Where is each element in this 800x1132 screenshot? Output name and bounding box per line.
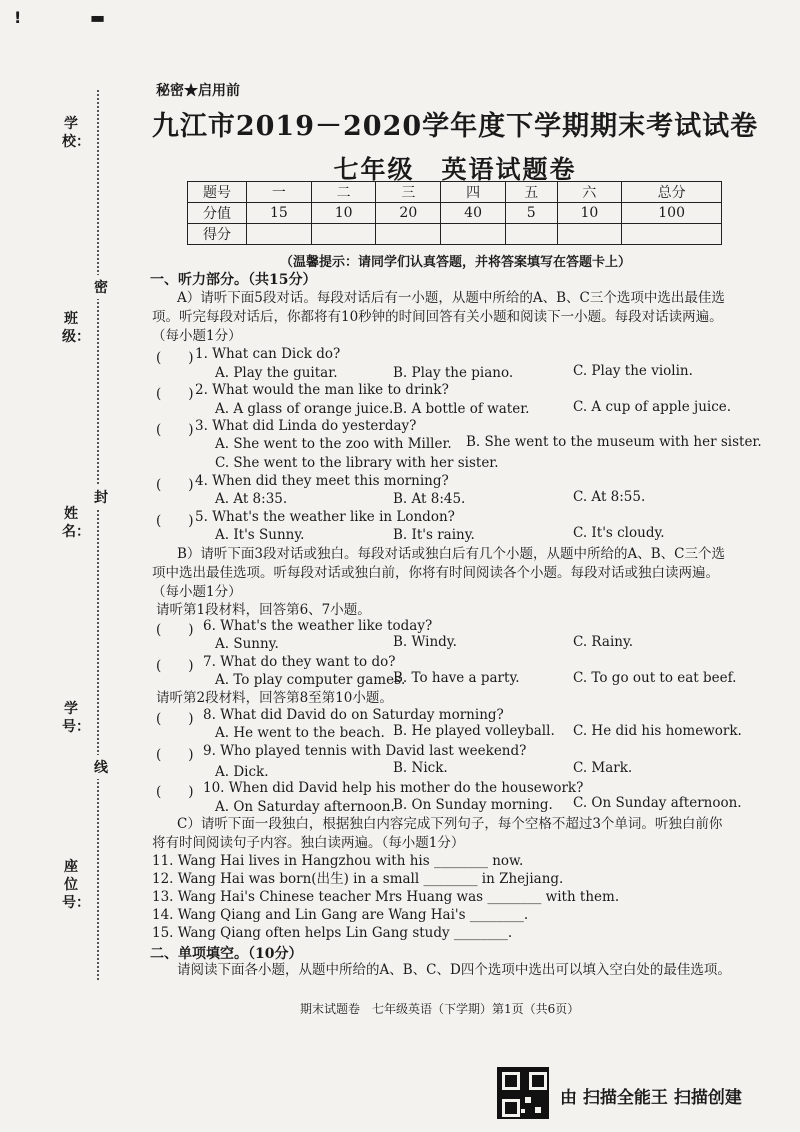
fill-in-question: 15. Wang Qiang often helps Lin Gang study ________. (152, 925, 513, 941)
option-a: A. She went to the zoo with Miller. (215, 436, 452, 452)
seal-char-mi: 密 (94, 275, 108, 299)
option-b: B. On Sunday morning. (393, 797, 553, 813)
option-b: B. A bottle of water. (393, 401, 530, 417)
seal-char-xian: 线 (94, 755, 108, 779)
option-a: A. Dick. (215, 764, 269, 780)
section1-title: 一、听力部分。（共15分） (150, 272, 317, 288)
question-text: 1. What can Dick do? (195, 346, 341, 362)
question-text: 3. What did Linda do yesterday? (195, 418, 417, 434)
class-label: 班级： (62, 311, 90, 345)
points-cell: 100 (622, 203, 722, 224)
option-a: A. He went to the beach. (215, 725, 385, 741)
option-b: B. It's rainy. (393, 527, 475, 543)
question-text: 7. What do they want to do? (203, 654, 396, 670)
question-text: 2. What would the man like to drink? (195, 382, 449, 398)
option-b: B. He played volleyball. (393, 723, 555, 739)
score-cell (376, 224, 441, 245)
student-id-label: 学号： (62, 701, 90, 735)
option-c: C. Play the violin. (573, 363, 693, 379)
row-label-score: 得分 (188, 224, 247, 245)
table-row (188, 182, 722, 203)
header-cell: 五 (505, 182, 557, 203)
option-a: A. It's Sunny. (215, 527, 305, 543)
corner-mark: ! (14, 8, 22, 27)
question-text: 5. What's the weather like in London? (195, 509, 455, 525)
points-cell: 15 (247, 203, 312, 224)
question-text: 6. What's the weather like today? (203, 618, 433, 634)
option-a: A. To play computer games. (215, 672, 406, 688)
answer-paren: ( ) (156, 784, 194, 800)
option-a: A. A glass of orange juice. (215, 401, 394, 417)
fill-in-question: 13. Wang Hai's Chinese teacher Mrs Huang was ________ with them. (152, 889, 620, 905)
fill-in-question: 12. Wang Hai was born(出生) in a small ________ in Zhejiang. (152, 871, 564, 887)
school-label: 学校： (62, 116, 90, 150)
score-cell (622, 224, 722, 245)
header-cell: 总分 (622, 182, 722, 203)
option-c: C. To go out to eat beef. (573, 670, 737, 686)
answer-paren: ( ) (156, 477, 194, 493)
answer-paren: ( ) (156, 350, 194, 366)
partA-instruction-line3: （每小题1分） (152, 328, 242, 344)
option-c: C. Rainy. (573, 634, 634, 650)
points-cell: 10 (311, 203, 376, 224)
option-c: C. On Sunday afternoon. (573, 795, 742, 811)
partB-instruction-line3: （每小题1分） (152, 584, 242, 600)
partB-instruction-line2: 项中选出最佳选项。听每段对话或独白前，你将有时间阅读各个小题。每段对话或独白读两遍。 (152, 565, 719, 581)
answer-paren: ( ) (156, 622, 194, 638)
points-cell: 5 (505, 203, 557, 224)
option-a: A. On Saturday afternoon. (215, 799, 395, 815)
partA-instruction-line1: A）请听下面5段对话。每段对话后有一小题，从题中所给的A、B、C三个选项中选出最佳选 (177, 290, 725, 306)
points-cell: 10 (557, 203, 622, 224)
option-c: C. Mark. (573, 760, 633, 776)
section2-instruction: 请阅读下面各小题，从题中所给的A、B、C、D四个选项中选出可以填入空白处的最佳选项。 (177, 962, 731, 978)
score-cell (247, 224, 312, 245)
option-b: B. Windy. (393, 634, 457, 650)
exam-subtitle: 七年级 英语试题卷 (333, 155, 577, 184)
points-cell: 20 (376, 203, 441, 224)
question-text: 9. Who played tennis with David last weekend? (203, 743, 527, 759)
option-b: B. Nick. (393, 760, 448, 776)
score-cell (505, 224, 557, 245)
header-cell: 三 (376, 182, 441, 203)
material2-label: 请听第2段材料，回答第8至第10小题。 (156, 690, 393, 706)
option-a: A. Play the guitar. (215, 365, 338, 381)
partB-instruction-line1: B）请听下面3段对话或独白。每段对话或独白后有几个小题，从题中所给的A、B、C三个选 (177, 546, 726, 562)
header-cell: 四 (441, 182, 506, 203)
header-cell: 一 (247, 182, 312, 203)
secret-label: 秘密★启用前 (156, 83, 240, 99)
answer-paren: ( ) (156, 422, 194, 438)
qr-code-icon (497, 1067, 549, 1119)
table-row (188, 224, 722, 245)
binding-dotted-line (97, 90, 99, 980)
section2-title: 二、单项填空。（10分） (150, 946, 303, 962)
score-cell (557, 224, 622, 245)
partA-instruction-line2: 项。听完每段对话后，你都将有10秒钟的时间回答有关小题和阅读下一小题。每段对话读两遍。 (152, 309, 723, 325)
table-row (188, 203, 722, 224)
material1-label: 请听第1段材料，回答第6、7小题。 (156, 602, 371, 618)
seat-number-label: 座位号： (62, 859, 90, 911)
answer-paren: ( ) (156, 513, 194, 529)
question-text: 10. When did David help his mother do the housework? (203, 780, 584, 796)
option-b: B. At 8:45. (393, 491, 466, 507)
score-cell (441, 224, 506, 245)
question-text: 8. What did David do on Saturday morning? (203, 707, 504, 723)
header-cell: 二 (311, 182, 376, 203)
exam-title: 九江市2019－2020学年度下学期期末考试试卷 (151, 111, 759, 142)
seal-char-feng: 封 (94, 485, 108, 509)
option-a: A. Sunny. (215, 636, 279, 652)
partC-instruction-line1: C）请听下面一段独白，根据独白内容完成下列句子，每个空格不超过3个单词。听独白前你 (177, 816, 723, 832)
points-cell: 40 (441, 203, 506, 224)
row-label-points: 分值 (188, 203, 247, 224)
answer-paren: ( ) (156, 658, 194, 674)
option-b: B. To have a party. (393, 670, 520, 686)
option-c: C. At 8:55. (573, 489, 646, 505)
score-cell (311, 224, 376, 245)
warm-tip: （温馨提示：请同学们认真答题，并将答案填写在答题卡上） (280, 255, 632, 270)
option-a: A. At 8:35. (215, 491, 288, 507)
name-label: 姓名： (62, 506, 90, 540)
option-c: C. He did his homework. (573, 723, 742, 739)
option-b: B. Play the piano. (393, 365, 514, 381)
answer-paren: ( ) (156, 747, 194, 763)
corner-bar-mark: ▬ (90, 8, 106, 27)
page-footer: 期末试题卷 七年级英语（下学期）第1页（共6页） (300, 1002, 580, 1016)
header-cell: 六 (557, 182, 622, 203)
fill-in-question: 14. Wang Qiang and Lin Gang are Wang Hai's ________. (152, 907, 529, 923)
option-c: C. It's cloudy. (573, 525, 665, 541)
partC-instruction-line2: 将有时间阅读句子内容。独白读两遍。（每小题1分） (152, 835, 465, 851)
row-label-number: 题号 (188, 182, 247, 203)
answer-paren: ( ) (156, 386, 194, 402)
option-c: C. She went to the library with her sister. (215, 455, 499, 471)
option-c: C. A cup of apple juice. (573, 399, 732, 415)
score-table (187, 181, 722, 245)
question-text: 4. When did they meet this morning? (195, 473, 449, 489)
fill-in-question: 11. Wang Hai lives in Hangzhou with his ________ now. (152, 853, 524, 869)
scanner-watermark-text: 由 扫描全能王 扫描创建 (560, 1088, 742, 1108)
answer-paren: ( ) (156, 711, 194, 727)
option-b: B. She went to the museum with her sister. (466, 434, 762, 450)
